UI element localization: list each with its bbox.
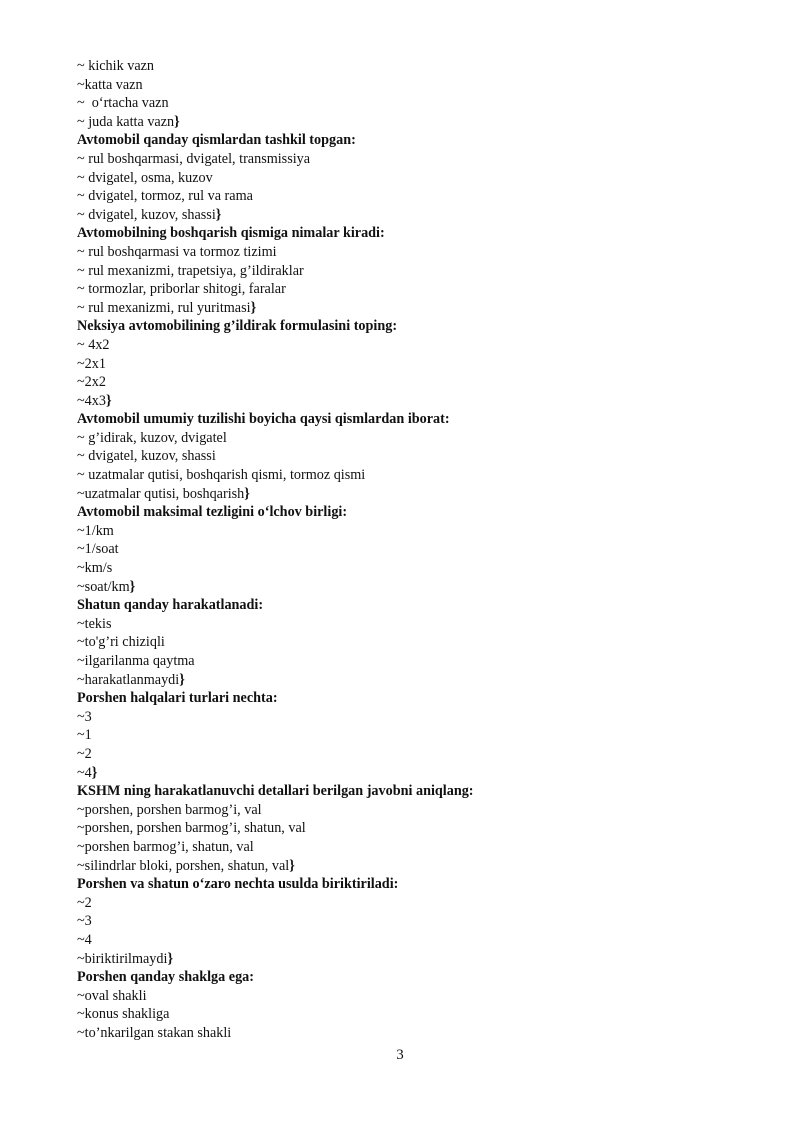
question-text: Avtomobil umumiy tuzilishi boyicha qaysi qismlardan iborat: — [77, 411, 450, 428]
answer-option — [77, 1024, 757, 1043]
closing-brace: } — [105, 392, 112, 409]
answer-option-text: ~silindrlar bloki, porshen, shatun, val — [77, 857, 290, 874]
answer-option — [77, 113, 757, 132]
answer-option — [77, 57, 757, 76]
answer-option-text: ~1 — [77, 727, 92, 744]
answer-option — [77, 392, 757, 411]
question-text: Avtomobil qanday qismlardan tashkil topgan: — [77, 132, 356, 149]
answer-option-text: ~porshen, porshen barmog’i, shatun, val — [77, 820, 306, 837]
answer-option — [77, 559, 757, 578]
closing-brace: } — [250, 299, 257, 316]
answer-option — [77, 615, 757, 634]
answer-option-text: ~4x3 — [77, 392, 106, 409]
answer-option — [77, 894, 757, 913]
answer-option — [77, 280, 757, 299]
answer-option — [77, 1005, 757, 1024]
question-block — [77, 224, 757, 317]
question-text: Porshen qanday shaklga ega: — [77, 969, 254, 986]
answer-option-text: ~ 4x2 — [77, 336, 110, 353]
question-block — [77, 782, 757, 875]
question-block — [77, 596, 757, 689]
closing-brace: } — [174, 113, 180, 130]
question-block — [77, 503, 757, 596]
answer-option — [77, 429, 757, 448]
answer-option-text: ~1/km — [77, 522, 114, 539]
answer-option-text: ~ rul boshqarmasi, dvigatel, transmissiya — [77, 150, 311, 167]
answer-option-text: ~2x1 — [77, 355, 106, 372]
answer-option — [77, 819, 757, 838]
closing-brace: } — [289, 857, 295, 874]
answer-option-text: ~ o‘rtacha vazn — [77, 95, 169, 112]
closing-brace: } — [167, 950, 174, 967]
answer-option-text: ~ tormozlar, priborlar shitogi, faralar — [77, 281, 286, 298]
answer-option-text: ~ilgarilanma qaytma — [77, 653, 195, 669]
question-text: Avtomobil maksimal tezligini o‘lchov birligi: — [77, 504, 348, 521]
answer-option-text: ~tekis — [77, 615, 112, 632]
answer-option — [77, 299, 757, 318]
question-text: Shatun qanday harakatlanadi: — [77, 597, 264, 614]
closing-brace: } — [129, 578, 136, 595]
answer-option-text: ~uzatmalar qutisi, boshqarish — [77, 485, 245, 502]
answer-option — [77, 540, 757, 559]
question-text: Avtomobilning boshqarish qismiga nimalar kiradi: — [77, 225, 385, 242]
answer-option-text: ~2x2 — [77, 374, 106, 391]
answer-option-text: ~to’nkarilgan stakan shakli — [77, 1024, 232, 1041]
answer-option — [77, 150, 757, 169]
answer-option-text: ~ g’idirak, kuzov, dvigatel — [77, 429, 227, 446]
answer-option-text: ~ dvigatel, osma, kuzov — [77, 169, 213, 186]
answer-option-text: ~ rul boshqarmasi va tormoz tizimi — [77, 243, 277, 260]
answer-option-text: ~ juda katta vazn — [77, 113, 175, 130]
answer-option — [77, 764, 757, 783]
answer-option — [77, 522, 757, 541]
page-number: 3 — [396, 1047, 404, 1063]
answer-option-text: ~soat/km — [77, 578, 130, 595]
answer-option — [77, 652, 757, 671]
answer-option — [77, 169, 757, 188]
answer-option-text: ~ dvigatel, tormoz, rul va rama — [77, 188, 253, 205]
answer-option — [77, 243, 757, 262]
answer-option-text: ~to'g’ri chiziqli — [77, 634, 165, 651]
question-block — [77, 410, 757, 503]
question-list — [77, 57, 757, 1042]
answer-option — [77, 912, 757, 931]
question-block — [77, 57, 757, 131]
answer-option-text: ~ kichik vazn — [77, 58, 155, 74]
answer-option-text: ~1/soat — [77, 541, 119, 558]
answer-option — [77, 857, 757, 876]
answer-option — [77, 578, 757, 597]
question-text: Neksiya avtomobilining g’ildirak formulasini toping: — [77, 318, 398, 335]
question-block — [77, 875, 757, 968]
answer-option — [77, 931, 757, 950]
answer-option — [77, 726, 757, 745]
question-block — [77, 131, 757, 224]
answer-option — [77, 987, 757, 1006]
question-text: Porshen halqalari turlari nechta: — [77, 690, 278, 707]
answer-option-text: ~km/s — [77, 560, 113, 577]
answer-option-text: ~oval shakli — [77, 987, 147, 1004]
answer-option-text: ~ rul mexanizmi, trapetsiya, g’ildiraklar — [77, 262, 304, 279]
answer-option — [77, 671, 757, 690]
question-text: Porshen va shatun o‘zaro nechta usulda biriktiriladi: — [77, 876, 399, 893]
answer-option-text: ~ uzatmalar qutisi, boshqarish qismi, tormoz qismi — [77, 467, 366, 484]
answer-option — [77, 336, 757, 355]
closing-brace: } — [91, 764, 98, 781]
answer-option — [77, 950, 757, 969]
answer-option — [77, 262, 757, 281]
question-text: KSHM ning harakatlanuvchi detallari berilgan javobni aniqlang: — [77, 783, 474, 800]
answer-option — [77, 373, 757, 392]
answer-option-text: ~4 — [77, 764, 92, 781]
answer-option — [77, 745, 757, 764]
closing-brace: } — [179, 671, 185, 688]
answer-option-text: ~ rul mexanizmi, rul yuritmasi — [77, 299, 251, 316]
question-block — [77, 689, 757, 782]
answer-option-text: ~4 — [77, 931, 92, 948]
answer-option — [77, 206, 757, 225]
answer-option — [77, 76, 757, 95]
answer-option — [77, 94, 757, 113]
answer-option-text: ~3 — [77, 913, 92, 930]
answer-option-text: ~harakatlanmaydi — [77, 671, 180, 688]
answer-option — [77, 466, 757, 485]
answer-option — [77, 801, 757, 820]
answer-option — [77, 633, 757, 652]
answer-option — [77, 355, 757, 374]
answer-option-text: ~ dvigatel, kuzov, shassi — [77, 448, 216, 465]
answer-option — [77, 187, 757, 206]
answer-option — [77, 708, 757, 727]
answer-option-text: ~konus shakliga — [77, 1006, 170, 1023]
question-block — [77, 317, 757, 410]
question-block — [77, 968, 757, 1042]
answer-option — [77, 485, 757, 504]
closing-brace: } — [215, 206, 222, 223]
answer-option-text: ~porshen barmog’i, shatun, val — [77, 838, 254, 855]
answer-option-text: ~2 — [77, 745, 92, 762]
answer-option-text: ~biriktirilmaydi — [77, 950, 168, 967]
closing-brace: } — [244, 485, 250, 502]
answer-option-text: ~ dvigatel, kuzov, shassi — [77, 206, 216, 223]
answer-option-text: ~3 — [77, 708, 92, 725]
answer-option — [77, 447, 757, 466]
answer-option — [77, 838, 757, 857]
answer-option-text: ~porshen, porshen barmog’i, val — [77, 801, 262, 818]
answer-option-text: ~2 — [77, 894, 92, 911]
answer-option-text: ~katta vazn — [77, 76, 143, 93]
